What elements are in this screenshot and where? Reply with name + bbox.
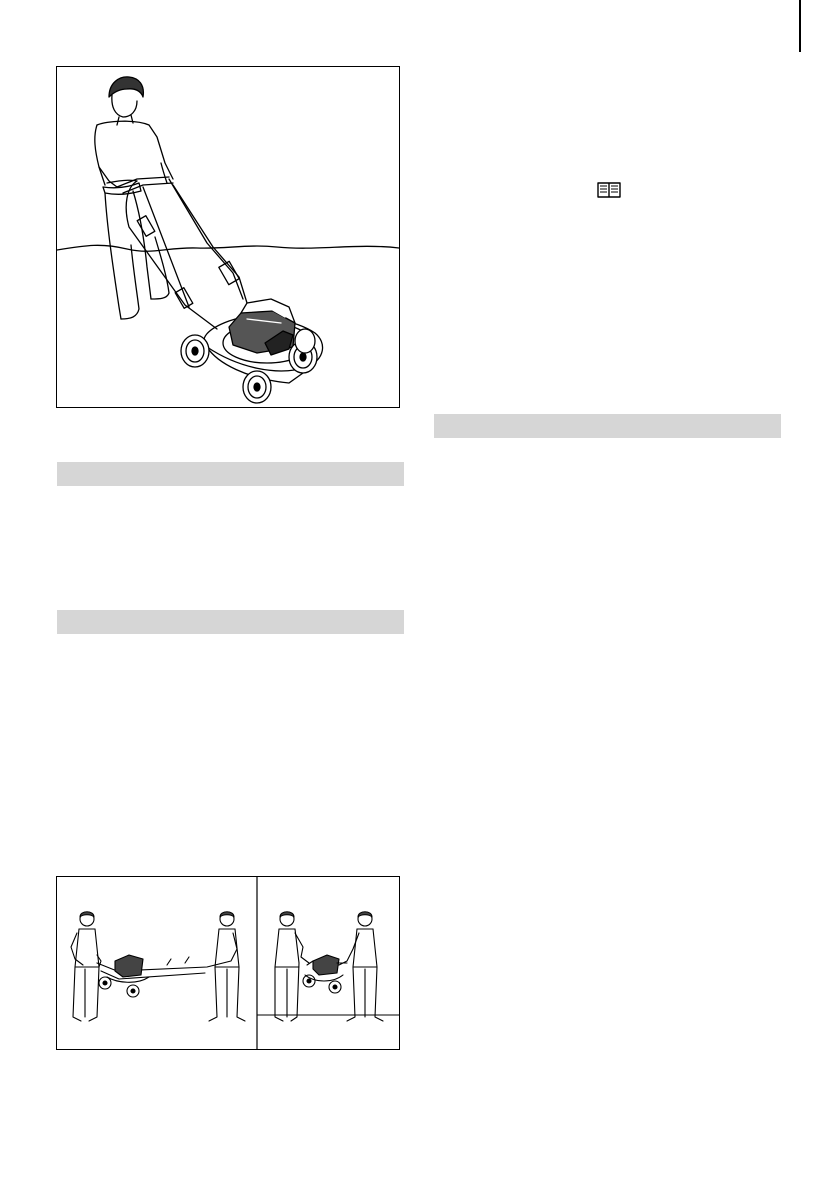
- section-heading-bar-1: [57, 462, 404, 486]
- section-heading-bar-2: [57, 610, 404, 634]
- page-edge-marker: [799, 0, 801, 52]
- open-book-icon: [597, 182, 621, 198]
- carry-illustration: [57, 877, 399, 1049]
- mower-operator-illustration: [57, 67, 399, 407]
- mower-operator-figure: [56, 66, 400, 408]
- section-heading-bar-3: [434, 414, 781, 438]
- two-person-carry-figure: [56, 876, 400, 1050]
